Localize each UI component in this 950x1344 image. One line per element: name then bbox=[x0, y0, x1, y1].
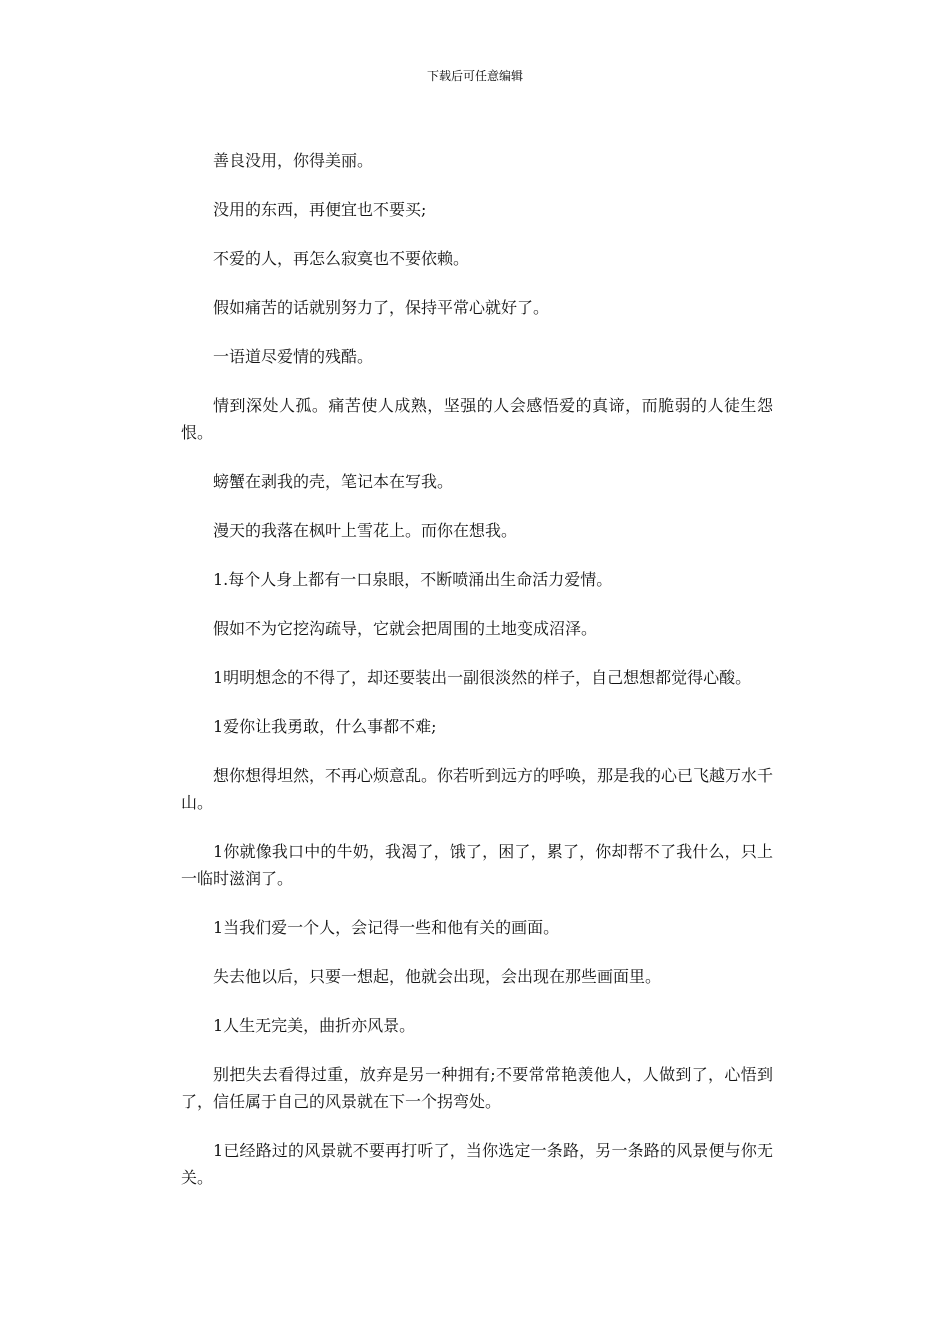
paragraph: 失去他以后，只要一想起，他就会出现，会出现在那些画面里。 bbox=[213, 967, 662, 986]
paragraph: 假如不为它挖沟疏导，它就会把周围的土地变成沼泽。 bbox=[213, 619, 598, 638]
paragraph: 1.每个人身上都有一口泉眼，不断喷涌出生命活力爱情。 bbox=[213, 570, 613, 589]
paragraph: 1爱你让我勇敢，什么事都不难; bbox=[213, 717, 437, 736]
paragraph: 没用的东西，再便宜也不要买; bbox=[213, 200, 427, 219]
paragraph: 别把失去看得过重，放弃是另一种拥有;不要常常艳羡他人，人做到了，心悟到了，信任属于自己的风景就在下一个拐弯处。 bbox=[181, 1065, 773, 1111]
paragraph: 漫天的我落在枫叶上雪花上。而你在想我。 bbox=[213, 521, 518, 540]
paragraph: 1当我们爱一个人，会记得一些和他有关的画面。 bbox=[213, 918, 560, 937]
paragraph: 1已经路过的风景就不要再打听了，当你选定一条路，另一条路的风景便与你无关。 bbox=[181, 1141, 773, 1187]
page-header: 下载后可任意编辑 bbox=[426, 69, 523, 83]
paragraph: 不爱的人，再怎么寂寞也不要依赖。 bbox=[213, 249, 470, 268]
paragraph: 一语道尽爱情的残酷。 bbox=[213, 347, 374, 366]
paragraph: 螃蟹在剥我的壳，笔记本在写我。 bbox=[213, 472, 454, 491]
paragraph: 情到深处人孤。痛苦使人成熟，坚强的人会感悟爱的真谛，而脆弱的人徒生怨恨。 bbox=[181, 396, 773, 442]
paragraph: 假如痛苦的话就别努力了，保持平常心就好了。 bbox=[213, 298, 550, 317]
paragraph: 1人生无完美，曲折亦风景。 bbox=[213, 1016, 416, 1035]
paragraph: 想你想得坦然，不再心烦意乱。你若听到远方的呼唤，那是我的心已飞越万水千山。 bbox=[181, 766, 774, 812]
paragraph: 善良没用，你得美丽。 bbox=[213, 151, 374, 170]
paragraph: 1明明想念的不得了，却还要装出一副很淡然的样子，自己想想都觉得心酸。 bbox=[213, 668, 752, 687]
document-body bbox=[181, 147, 773, 1213]
paragraph: 1你就像我口中的牛奶，我渴了，饿了，困了，累了，你却帮不了我什么，只上一临时滋润了。 bbox=[181, 842, 773, 888]
